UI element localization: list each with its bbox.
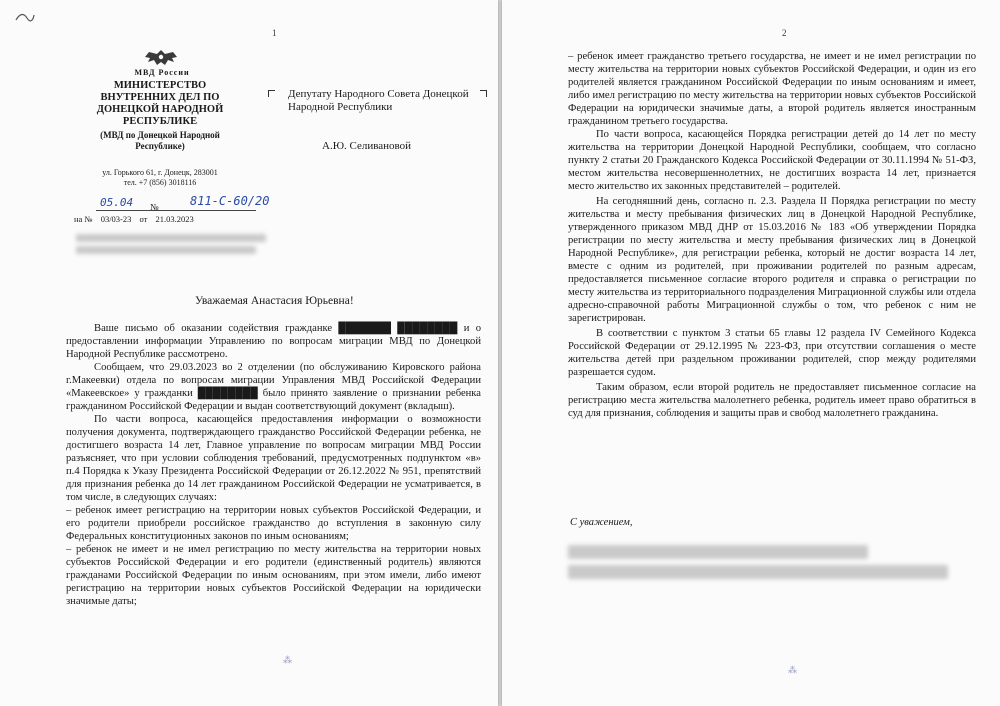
salutation: Уважаемая Анастасия Юрьевна! [195,295,354,307]
address-corner-mark [480,90,487,97]
paragraph: Таким образом, если второй родитель не предоставляет письменное согласие на регистрацию места жительства малолетнего ребенка, родитель имеет право обратиться в суд для признания, соблюдения и защиты прав и свобод малолетнего гражданина. [568,382,976,419]
paragraph: Ваше письмо об оказании содействия гражданке ███████ ████████ и о предоставлении информации Управлению по вопросам миграции МВД по Донецкой Народной Республике рассмотрено. [66,323,481,360]
page-number: 2 [782,28,787,38]
address-corner-mark [268,90,275,97]
letter-body-page-1 [66,322,481,608]
ministry-name: МИНИСТЕРСТВО ВНУТРЕННИХ ДЕЛ ПО ДОНЕЦКОЙ НАРОДНОЙ РЕСПУБЛИКЕ [96,80,224,127]
redacted-block [76,246,256,254]
in-reply-label: на № [74,214,93,224]
list-item: – ребенок имеет гражданство третьего государства, не имеет и не имел регистрации по месту жительства на территории новых субъектов Российской Федерации, и один из его родителей является гражданином Российской Федерации по иным основаниям и имеет, либо имел регистрацию по месту жительства на территории новых субъектов Российской Федерации на юридически значимые даты, а второй родитель является иностранным гражданином третьего государства. [568,51,976,127]
paragraph: На сегодняшний день, согласно п. 2.3. Раздела II Порядка регистрации по месту жительства и месту пребывания физических лиц в Донецкой Народной Республике, утвержденного приказом МВД ДНР от 15.03.2016 № 183 «Об утверждении Порядка регистрации по месту жительства и месту пребывания физических лиц в Донецкой Народной Республике», для регистрации ребенка, который не достиг возраста 14 лет, вместе с одним из родителей, при проживании родителей по разным адресам, предоставляется письменное согласие второго родителя и справка о регистрации по месту жительства из территориального подразделения Миграционной службы или отдела адресно-справочной работы Миграционной службы о том, что ребенок с ним не зарегистрирован. [568,196,976,324]
corner-flourish-icon [15,12,35,22]
from-date: 21.03.2023 [155,214,194,224]
registration-underline [96,210,256,211]
redacted-signature-block [568,545,868,559]
from-label: от [139,214,148,224]
page-mark-icon: ⁂ [283,655,292,665]
redacted-signature-block [568,565,948,579]
list-item: – ребенок не имеет и не имел регистрацию по месту жительства на территории новых субъектов Российской Федерации и его родители (единственный родитель) являются гражданами Российской Федерации по иным основаниям, при этом имели, либо имеют регистрацию на территории новых субъектов Российской Федерации на юридически значимые даты; [66,544,481,607]
double-headed-eagle-emblem-icon [140,48,182,68]
page-mark-icon: ⁂ [788,665,797,675]
recipient-name: А.Ю. Селивановой [322,140,412,152]
letterhead-small: МВД России [134,68,190,77]
ministry-abbreviation: (МВД по Донецкой Народной Республике) [100,130,220,151]
document-page-1 [0,0,498,706]
page-number: 1 [272,28,277,38]
list-item: – ребенок имеет регистрацию на территории новых субъектов Российской Федерации, и его родители приобрели российское гражданство до вступления в законную силу Федеральных конституционных законов по иным основаниям; [66,505,481,542]
handwritten-date: 05.04 [100,196,134,209]
paragraph: По части вопроса, касающейся Порядка регистрации детей до 14 лет по месту жительства на территории Донецкой Народной Республики, сообщаем, что согласно пункту 2 статьи 20 Гражданского Кодекса Российской Федерации от 30.11.1994 № 51-ФЗ, местом жительства несовершеннолетних, не достигших возраста 14 лет, признается место жительство их законных представителей – родителей. [568,129,976,192]
in-reply-number: 03/03-23 [100,214,132,224]
in-reply-row [74,214,200,224]
address-line: ул. Горького 61, г. Донецк, 283001 [102,168,218,177]
registration-number-symbol: № [150,202,159,212]
recipient-title: Депутату Народного Совета Донецкой Народной Республики [288,88,469,113]
redacted-block [76,234,266,242]
closing-phrase: С уважением, [570,517,633,528]
handwritten-outgoing-number: 811-С-60/20 [190,194,270,208]
paragraph: В соответствии с пунктом 3 статьи 65 главы 12 раздела IV Семейного Кодекса Российской Федерации от 29.12.1995 № 223-ФЗ, при отсутствии соглашения о месте жительства детей при раздельном проживании родителей, спор между родителями разрешается судом. [568,328,976,378]
letter-body-page-2 [568,50,976,420]
letterhead-address [80,168,240,188]
paragraph: По части вопроса, касающейся предоставления информации о возможности получения документа, подтверждающего гражданство Российской Федерации ребенка, не достигшего возраста 14 лет, Главное управление по вопросам миграции МВД России разъясняет, что при условии соблюдения требований, предусмотренных подпунктом «в» п.4 Порядка к Указу Президента Российской Федерации от 26.12.2022 № 951, препятствий для признания ребенка до 14 лет гражданином Российской Федерации не усматривается, в том числе, в следующих случаях: [66,414,481,503]
phone-line: тел. +7 (856) 3018116 [123,178,197,187]
paragraph: Сообщаем, что 29.03.2023 во 2 отделении (по обслуживанию Кировского района г.Макеевки) отдела по вопросам миграции Управления МВД Российской Федерации «Макеевское» у гражданки ████████ было принято заявление о признании ребенка гражданином Российской Федерации и выдан соответствующий документ (вкладыш). [66,362,481,412]
